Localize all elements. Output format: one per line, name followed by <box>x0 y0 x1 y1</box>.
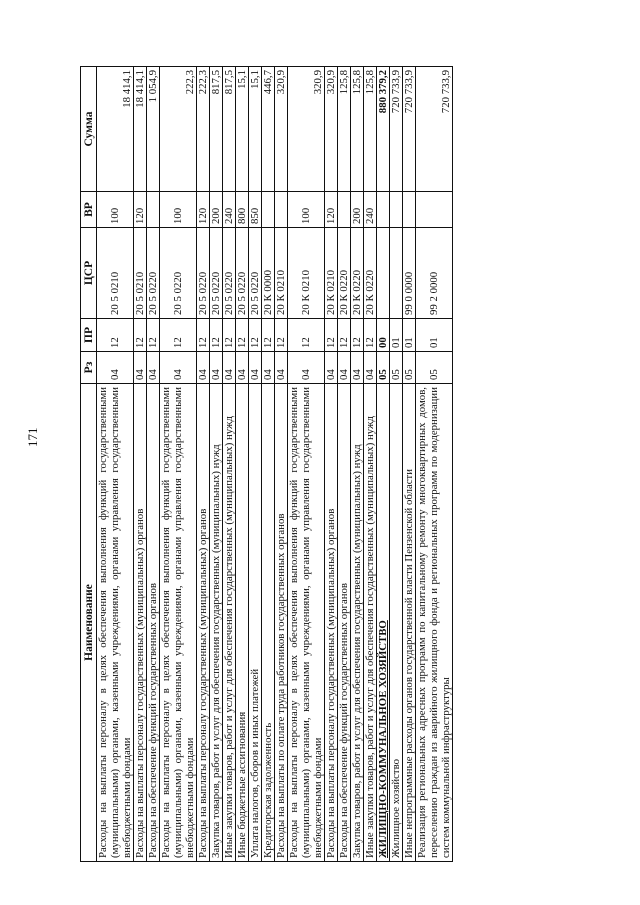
table-row <box>262 67 275 862</box>
cell-csr: 20 5 0220 <box>197 228 210 319</box>
cell-csr: 20 К 0210 <box>325 228 338 319</box>
cell-sum: 320,9 <box>288 67 325 192</box>
cell-name: Уплата налогов, сборов и иных платежей <box>249 384 262 862</box>
cell-name: Закупка товаров, работ и услуг для обеспечения государственных (муниципальных) нужд <box>210 384 223 862</box>
cell-vr: 240 <box>223 192 236 228</box>
cell-vr: 200 <box>210 192 223 228</box>
cell-name: Расходы на выплаты персоналу государственных (муниципальных) органов <box>325 384 338 862</box>
table-row <box>338 67 351 862</box>
cell-pr: 12 <box>236 319 249 352</box>
cell-rz: 04 <box>288 352 325 384</box>
cell-rz: 04 <box>351 352 364 384</box>
cell-name: Иные бюджетные ассигнования <box>236 384 249 862</box>
cell-csr: 20 К 0220 <box>338 228 351 319</box>
cell-vr <box>147 192 160 228</box>
cell-name: Расходы на выплаты персоналу в целях обеспечения выполнения функций государственными (муниципальными) органами, казенными учреждениями, органами управления государственными внебюджетными фондами <box>288 384 325 862</box>
table-row <box>147 67 160 862</box>
table-header-row <box>81 67 97 862</box>
cell-vr <box>416 192 453 228</box>
cell-sum: 817,5 <box>210 67 223 192</box>
cell-rz: 05 <box>416 352 453 384</box>
cell-pr: 01 <box>390 319 403 352</box>
table-row <box>97 67 134 862</box>
cell-name: Жилищное хозяйство <box>390 384 403 862</box>
cell-rz: 04 <box>262 352 275 384</box>
cell-rz: 04 <box>134 352 147 384</box>
cell-csr: 20 К 0210 <box>288 228 325 319</box>
cell-rz: 04 <box>210 352 223 384</box>
cell-rz: 04 <box>325 352 338 384</box>
cell-sum: 720 733,9 <box>403 67 416 192</box>
table-row <box>249 67 262 862</box>
cell-pr: 12 <box>325 319 338 352</box>
table-row <box>275 67 288 862</box>
cell-csr <box>377 228 390 319</box>
cell-rz: 05 <box>390 352 403 384</box>
cell-vr: 200 <box>351 192 364 228</box>
cell-sum: 446,7 <box>262 67 275 192</box>
cell-pr: 12 <box>223 319 236 352</box>
header-vr: ВР <box>81 192 97 228</box>
cell-rz: 04 <box>223 352 236 384</box>
cell-pr: 12 <box>134 319 147 352</box>
budget-table <box>80 66 453 862</box>
cell-csr: 20 К 0220 <box>364 228 377 319</box>
cell-rz: 04 <box>338 352 351 384</box>
cell-name: Расходы на выплаты по оплате труда работников государственных органов <box>275 384 288 862</box>
cell-name: Иные непрограммные расходы органов государственной власти Пензенской области <box>403 384 416 862</box>
cell-pr: 12 <box>262 319 275 352</box>
cell-vr: 120 <box>134 192 147 228</box>
table-row <box>416 67 453 862</box>
cell-csr: 20 5 0220 <box>160 228 197 319</box>
cell-vr: 120 <box>197 192 210 228</box>
cell-sum: 125,8 <box>364 67 377 192</box>
cell-name: Реализация региональных адресных программ по капитальному ремонту многоквартирных домов, переселению граждан из аварийного жилищного фонда и региональных программ по модернизации систем коммунальной инфраструктуры <box>416 384 453 862</box>
cell-vr: 100 <box>288 192 325 228</box>
cell-csr: 20 К 0210 <box>275 228 288 319</box>
cell-sum: 15,1 <box>236 67 249 192</box>
cell-rz: 04 <box>147 352 160 384</box>
table-row <box>236 67 249 862</box>
table-row <box>325 67 338 862</box>
cell-vr: 100 <box>97 192 134 228</box>
cell-name: Иные закупки товаров, работ и услуг для обеспечения государственных (муниципальных) нужд <box>364 384 377 862</box>
cell-pr: 12 <box>351 319 364 352</box>
cell-pr: 01 <box>403 319 416 352</box>
cell-sum: 880 379,2 <box>377 67 390 192</box>
cell-pr: 12 <box>197 319 210 352</box>
cell-vr: 240 <box>364 192 377 228</box>
cell-name: Кредиторская задолженность <box>262 384 275 862</box>
page-number: 171 <box>25 427 40 447</box>
cell-csr <box>390 228 403 319</box>
cell-pr: 00 <box>377 319 390 352</box>
cell-sum: 18 414,1 <box>134 67 147 192</box>
table-row <box>197 67 210 862</box>
cell-rz: 04 <box>249 352 262 384</box>
cell-vr <box>390 192 403 228</box>
cell-rz: 04 <box>97 352 134 384</box>
cell-rz: 04 <box>236 352 249 384</box>
cell-sum: 1 054,9 <box>147 67 160 192</box>
cell-pr: 01 <box>416 319 453 352</box>
cell-vr <box>262 192 275 228</box>
cell-pr: 12 <box>275 319 288 352</box>
cell-pr: 12 <box>210 319 223 352</box>
cell-sum: 125,8 <box>338 67 351 192</box>
rotated-page-content <box>80 67 560 862</box>
cell-vr <box>403 192 416 228</box>
cell-csr: 20 5 0220 <box>223 228 236 319</box>
cell-name: Расходы на обеспечение функций государственных органов <box>338 384 351 862</box>
cell-sum: 320,9 <box>275 67 288 192</box>
cell-csr: 20 5 0220 <box>210 228 223 319</box>
cell-name: Расходы на выплаты персоналу государственных (муниципальных) органов <box>197 384 210 862</box>
table-row <box>134 67 147 862</box>
cell-pr: 12 <box>364 319 377 352</box>
cell-name: Расходы на выплаты персоналу в целях обеспечения выполнения функций государственными (муниципальными) органами, казенными учреждениями, органами управления государственными внебюджетными фондами <box>97 384 134 862</box>
cell-pr: 12 <box>288 319 325 352</box>
cell-pr: 12 <box>97 319 134 352</box>
cell-csr: 20 К 0000 <box>262 228 275 319</box>
table-row <box>364 67 377 862</box>
cell-vr: 800 <box>236 192 249 228</box>
cell-sum: 720 733,9 <box>416 67 453 192</box>
cell-name <box>377 384 390 862</box>
header-csr: ЦСР <box>81 228 97 319</box>
table-row <box>403 67 416 862</box>
section-title: ЖИЛИЩНО-КОММУНАЛЬНОЕ ХОЗЯЙСТВО <box>377 620 389 858</box>
cell-rz: 04 <box>160 352 197 384</box>
cell-sum: 18 414,1 <box>97 67 134 192</box>
cell-csr: 20 5 0210 <box>134 228 147 319</box>
table-row <box>390 67 403 862</box>
cell-vr <box>377 192 390 228</box>
cell-pr: 12 <box>249 319 262 352</box>
header-pr: ПР <box>81 319 97 352</box>
cell-name: Закупка товаров, работ и услуг для обеспечения государственных (муниципальных) нужд <box>351 384 364 862</box>
cell-sum: 817,5 <box>223 67 236 192</box>
cell-csr: 20 5 0220 <box>249 228 262 319</box>
header-rz: Рз <box>81 352 97 384</box>
cell-csr: 99 2 0000 <box>416 228 453 319</box>
cell-csr: 20 К 0220 <box>351 228 364 319</box>
cell-sum: 320,9 <box>325 67 338 192</box>
cell-csr: 20 5 0220 <box>147 228 160 319</box>
header-sum: Сумма <box>81 67 97 192</box>
cell-csr: 20 5 0210 <box>97 228 134 319</box>
cell-pr: 12 <box>160 319 197 352</box>
table-row <box>351 67 364 862</box>
cell-rz: 04 <box>275 352 288 384</box>
header-name: Наименование <box>81 384 97 862</box>
table-row <box>223 67 236 862</box>
cell-sum: 222,3 <box>197 67 210 192</box>
cell-name: Расходы на выплаты персоналу в целях обеспечения выполнения функций государственными (муниципальными) органами, казенными учреждениями, органами управления государственными внебюджетными фондами <box>160 384 197 862</box>
cell-sum: 222,3 <box>160 67 197 192</box>
cell-vr <box>275 192 288 228</box>
table-row-section <box>377 67 390 862</box>
cell-vr: 100 <box>160 192 197 228</box>
cell-sum: 125,8 <box>351 67 364 192</box>
cell-vr: 850 <box>249 192 262 228</box>
table-row <box>160 67 197 862</box>
cell-name: Иные закупки товаров, работ и услуг для обеспечения государственных (муниципальных) нужд <box>223 384 236 862</box>
cell-pr: 12 <box>338 319 351 352</box>
cell-sum: 720 733,9 <box>390 67 403 192</box>
cell-rz: 05 <box>377 352 390 384</box>
cell-pr: 12 <box>147 319 160 352</box>
cell-vr <box>338 192 351 228</box>
cell-vr: 120 <box>325 192 338 228</box>
cell-rz: 05 <box>403 352 416 384</box>
cell-csr: 99 0 0000 <box>403 228 416 319</box>
cell-rz: 04 <box>197 352 210 384</box>
cell-rz: 04 <box>364 352 377 384</box>
cell-sum: 15,1 <box>249 67 262 192</box>
cell-csr: 20 5 0220 <box>236 228 249 319</box>
table-row <box>288 67 325 862</box>
cell-name: Расходы на выплаты персоналу государственных (муниципальных) органов <box>134 384 147 862</box>
cell-name: Расходы на обеспечение функций государственных органов <box>147 384 160 862</box>
table-row <box>210 67 223 862</box>
